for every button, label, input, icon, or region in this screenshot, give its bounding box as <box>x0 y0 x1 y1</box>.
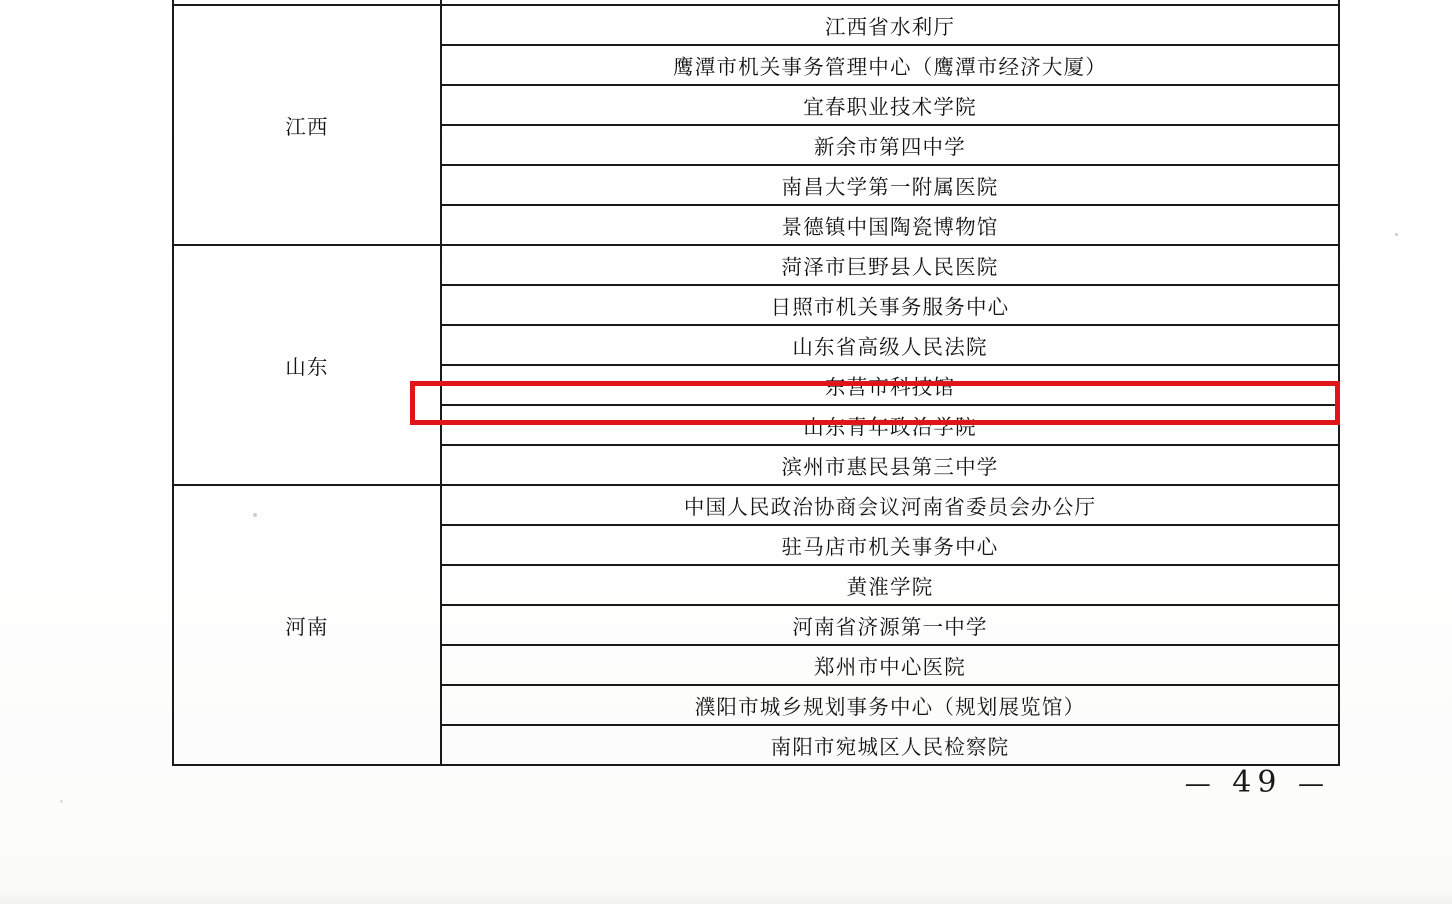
unit-cell: 濮阳市城乡规划事务中心（规划展览馆） <box>441 685 1339 725</box>
unit-cell: 滨州市惠民县第三中学 <box>441 445 1339 485</box>
unit-cell: 南昌大学第一附属医院 <box>441 165 1339 205</box>
scan-speck <box>60 800 63 803</box>
unit-cell: 景德镇中国陶瓷博物馆 <box>441 205 1339 245</box>
unit-cell: 郑州市中心医院 <box>441 645 1339 685</box>
table-row <box>173 5 1339 45</box>
unit-cell: 南阳市宛城区人民检察院 <box>441 725 1339 765</box>
unit-list-table <box>172 0 1340 766</box>
page-number-dash-left: — <box>1184 769 1217 799</box>
unit-cell: 河南省济源第一中学 <box>441 605 1339 645</box>
table-row <box>173 485 1339 525</box>
page-number-dash-right: — <box>1298 769 1330 799</box>
unit-cell: 山东省高级人民法院 <box>441 325 1339 365</box>
region-cell-jiangxi: 江西 <box>173 5 441 245</box>
page-number <box>0 765 1330 800</box>
unit-cell: 黄淮学院 <box>441 565 1339 605</box>
unit-list-table-container <box>172 0 1320 766</box>
unit-cell: 鹰潭市机关事务管理中心（鹰潭市经济大厦） <box>441 45 1339 85</box>
page-bottom-shadow <box>0 888 1452 904</box>
region-cell-henan: 河南 <box>173 485 441 765</box>
unit-cell: 宜春职业技术学院 <box>441 85 1339 125</box>
unit-cell: 东营市科技馆 <box>441 365 1339 405</box>
region-cell-shandong: 山东 <box>173 245 441 485</box>
table-row <box>173 245 1339 285</box>
page-number-value: 49 <box>1232 765 1283 800</box>
unit-cell: 中国人民政治协商会议河南省委员会办公厅 <box>441 485 1339 525</box>
unit-cell: 新余市第四中学 <box>441 125 1339 165</box>
unit-cell-highlighted: 山东青年政治学院 <box>441 405 1339 445</box>
unit-cell: 菏泽市巨野县人民医院 <box>441 245 1339 285</box>
unit-cell: 日照市机关事务服务中心 <box>441 285 1339 325</box>
unit-cell: 驻马店市机关事务中心 <box>441 525 1339 565</box>
unit-cell: 江西省水利厅 <box>441 5 1339 45</box>
scan-speck <box>1395 233 1398 236</box>
